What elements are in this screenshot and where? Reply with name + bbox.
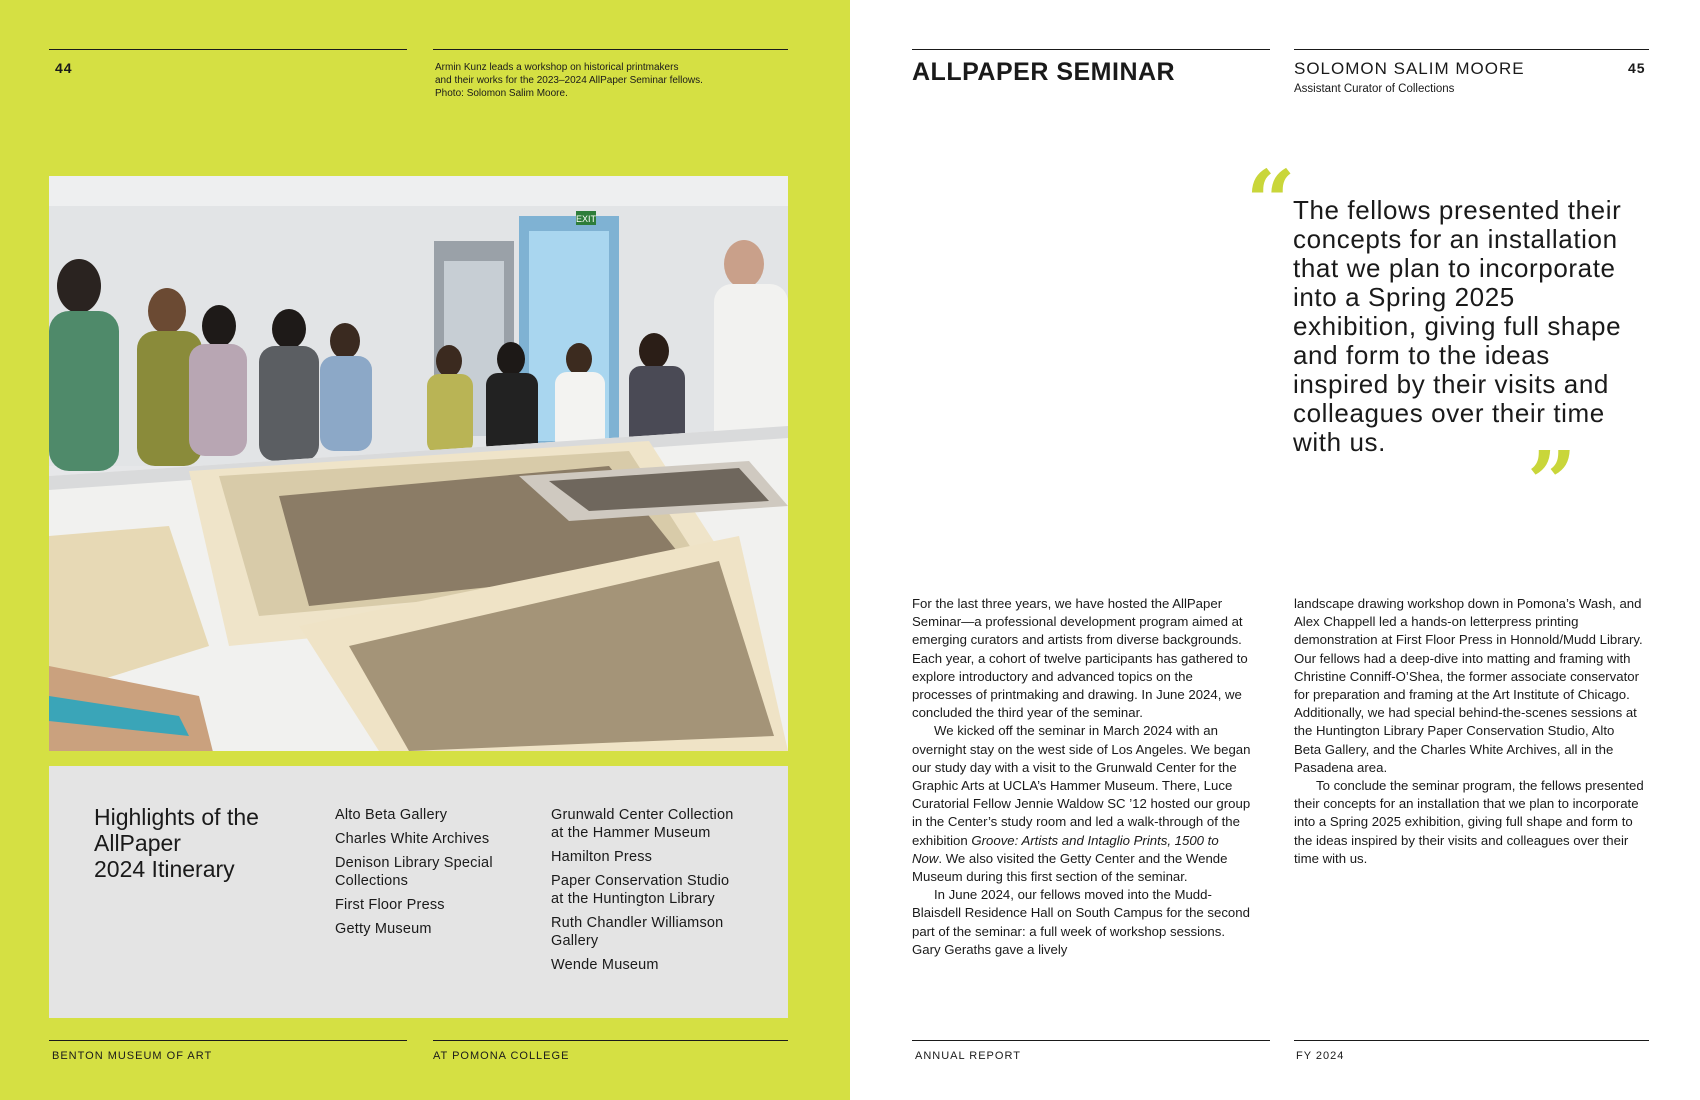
body-paragraph: landscape drawing workshop down in Pomona’s Wash, and Alex Chappell led a hands-on letterpress printing demonstration at First Floor Press in Honnold/Mudd Library. Our fellows had a deep-dive into matting and framing with Christine Conniff-O’Shea, the former associate conservator for preparation and framing at the Art Institute of Chicago. Additionally, we had special behind-the-scenes sessions at the Huntington Library Paper Conservation Studio, Alto Beta Gallery, and the Charles White Archives, all in the Pasadena area. xyxy=(1294,596,1643,775)
highlight-item: Ruth Chandler Williamson Gallery xyxy=(551,915,724,949)
footer-fiscal-year: FY 2024 xyxy=(1296,1050,1345,1062)
footer-rule-right xyxy=(1294,1040,1649,1041)
highlight-item: Charles White Archives xyxy=(335,831,490,847)
highlights-list-col1 xyxy=(335,806,525,944)
top-rule-left xyxy=(912,49,1270,50)
highlights-list-col2 xyxy=(551,806,771,980)
body-column-2 xyxy=(1294,595,1644,868)
exit-sign-text: EXIT xyxy=(575,214,597,224)
author-role: Assistant Curator of Collections xyxy=(1294,83,1455,95)
footer-rule-left xyxy=(49,1040,407,1041)
top-rule-right xyxy=(1294,49,1649,50)
photo-caption: Armin Kunz leads a workshop on historical printmakers and their works for the 2023–2024 AllPaper Seminar fellows. Photo: Solomon Salim Moore. xyxy=(435,62,703,99)
highlights-box xyxy=(49,766,788,1018)
footer-college-name: AT POMONA COLLEGE xyxy=(433,1050,570,1062)
section-title: ALLPAPER SEMINAR xyxy=(912,58,1176,86)
right-page xyxy=(850,0,1700,1100)
highlight-item: Wende Museum xyxy=(551,957,659,973)
highlight-item: Paper Conservation Studio at the Huntington Library xyxy=(551,873,730,907)
highlight-item: Hamilton Press xyxy=(551,849,653,865)
body-paragraph: To conclude the seminar program, the fellows presented their concepts for an installation that we plan to incorporate into a Spring 2025 exhibition, giving full shape and form to the ideas inspired by their visits and colleagues over their time with us. xyxy=(1294,778,1644,866)
highlight-item: Denison Library Special Collections xyxy=(335,855,493,889)
open-quote-mark: “ xyxy=(1246,152,1296,253)
pull-quote: The fellows presented their concepts for an installation that we plan to incorporate into a Spring 2025 exhibition, giving full shape and form to the ideas inspired by their visits and colleagues over their time with us. xyxy=(1293,195,1622,457)
body-paragraph xyxy=(912,722,1252,886)
page-number: 44 xyxy=(55,60,73,76)
body-text: We kicked off the seminar in March 2024 with an overnight stay on the west side of Los Angeles. We began our study day with a visit to the Grunwald Center for the Graphic Arts at UCLA’s Hammer Museum. There, Luce Curatorial Fellow Jennie Waldow SC ’12 hosted our group in the Center’s study room and led a walk-through of the exhibition xyxy=(912,723,1251,848)
author-name: SOLOMON SALIM MOORE xyxy=(1294,59,1525,78)
exhibition-title: Groove: Artists and Intaglio Prints, 1500 to Now xyxy=(912,832,1219,866)
body-paragraph: In June 2024, our fellows moved into the Mudd-Blaisdell Residence Hall on South Campus for the second part of the seminar: a full week of workshop sessions. Gary Geraths gave a lively xyxy=(912,887,1250,957)
highlight-item: First Floor Press xyxy=(335,897,445,913)
highlight-item: Grunwald Center Collection at the Hammer Museum xyxy=(551,807,734,841)
highlights-title: Highlights of the AllPaper 2024 Itinerary xyxy=(94,804,259,882)
footer-rule-right xyxy=(433,1040,788,1041)
body-text: . We also visited the Getty Center and the Wende Museum during this first section of the seminar. xyxy=(912,850,1228,885)
footer-museum-name: BENTON MUSEUM OF ART xyxy=(52,1050,213,1062)
body-column-1 xyxy=(912,595,1252,959)
highlight-item: Alto Beta Gallery xyxy=(335,807,448,823)
footer-annual-report: ANNUAL REPORT xyxy=(915,1050,1021,1062)
page-number: 45 xyxy=(1628,60,1646,76)
body-paragraph: For the last three years, we have hosted the AllPaper Seminar—a professional development program aimed at emerging curators and artists from diverse backgrounds. Each year, a cohort of twelve participants has gathered to explore introductory and advanced topics on the processes of printmaking and drawing. In June 2024, we concluded the third year of the seminar. xyxy=(912,596,1248,721)
close-quote-mark: ” xyxy=(1527,433,1577,534)
footer-rule-left xyxy=(912,1040,1270,1041)
workshop-photo xyxy=(49,176,788,751)
top-rule-left xyxy=(49,49,407,50)
highlight-item: Getty Museum xyxy=(335,921,432,937)
top-rule-right xyxy=(433,49,788,50)
